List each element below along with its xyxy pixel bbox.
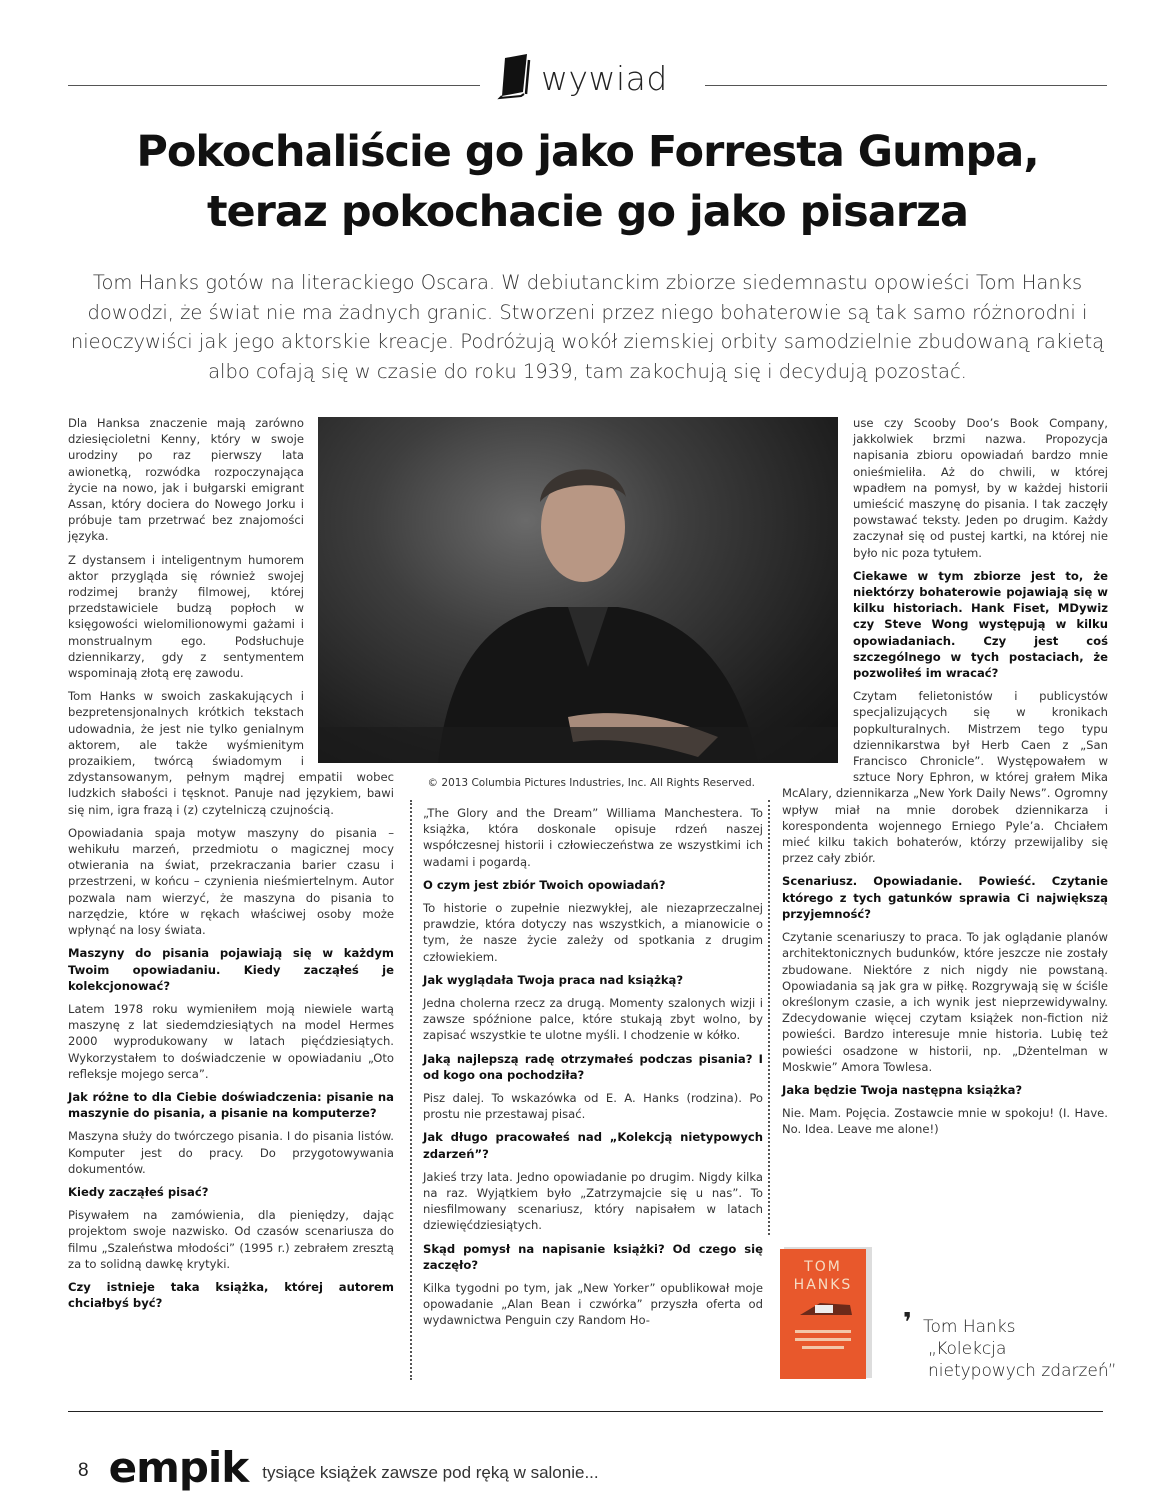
body-paragraph: Jakieś trzy lata. Jedno opowiadanie po drugim. Nigdy kilka na raz. Wyjątkiem było „Zatrzymajcie się u nas”. To niesfilmowany scenariusz, który napisałem w latach dziewięćdziesiątych. xyxy=(423,1169,763,1233)
body-paragraph: Opowiadania spaja motyw maszyny do pisania – wehikułu marzeń, przedmiotu o magicznej mocy otwierania na świat, przekraczania barier czasu i przestrzeni, w końcu – czynienia nieśmiertelnym. Autor pozwala nam wierzyć, że maszyna do pisania to narzędzie, które w rękach właściwej osoby może wpłynąć na losy świata. xyxy=(68,825,394,938)
article-column-2 xyxy=(423,805,763,1336)
interview-question: Kiedy zacząłeś pisać? xyxy=(68,1184,209,1199)
interview-question: Ciekawe w tym zbiorze jest to, że niektórzy bohaterowie pojawiają się w kilku historiach. Hank Fiset, MDywiz czy Steve Wong występują w kilku opowiadaniach. Czy jest coś szczególnego w tych postaciach, że pozwoliłeś im wracać? xyxy=(853,568,1108,681)
footer-tagline: tysiące książek zawsze pod ręką w salonie... xyxy=(262,1463,599,1482)
book-author: TOM xyxy=(804,1259,842,1275)
quote-title: nietypowych zdarzeń” xyxy=(928,1361,1117,1381)
interview-question: Jaką najlepszą radę otrzymałeś podczas pisania? I od kogo ona pochodziła? xyxy=(423,1051,763,1082)
page-number: 8 xyxy=(78,1460,89,1481)
section-title: wywiad xyxy=(541,58,668,98)
header-rule-right xyxy=(705,85,1107,86)
quote-mark-icon: ❜ xyxy=(903,1308,913,1338)
quote-title: „Kolekcja xyxy=(928,1339,1007,1359)
body-paragraph: Jedna cholerna rzecz za drugą. Momenty szalonych wizji i zawsze spóźnione palce, które stukają zbyt wolno, by zapisać wszystkie te ulotne myśli. I chodzenie w kółko. xyxy=(423,996,763,1043)
interview-question: Scenariusz. Opowiadanie. Powieść. Czytanie którego z tych gatunków sprawia Ci największą przyjemność? xyxy=(782,874,1108,921)
body-paragraph: Dla Hanksa znaczenie mają zarówno dziesięcioletni Kenny, który w swoje urodziny po raz pierwszy lata awionetką, rozwódka rozpoczynająca życie na nowo, jak i bułgarski emigrant Assan, który dociera do Nowego Jorku i próbuje tam przetrwać bez znajomości języka. xyxy=(68,416,304,544)
body-paragraph: „The Glory and the Dream” Williama Manchestera. To książka, która doskonale opisuje rdzeń naszej współczesnej historii i człowieczeństwa ze wszystkimi ich wadami i pogardą. xyxy=(423,806,763,869)
interview-question: Jak wyglądała Twoja praca nad książką? xyxy=(423,972,684,987)
column-divider xyxy=(410,800,412,1380)
body-paragraph: To historie o zupełnie niezwykłej, ale niezaprzeczalnej prawdzie, która dotyczy nas wszystkich, a mianowicie o tym, że nasze życie zależy od spotkania z drugim człowiekiem. xyxy=(423,901,763,964)
body-paragraph: Tom Hanks w swoich zaskakujących i bezpretensjonalnych krótkich tekstach udowadnia, że jest nie tylko genialnym aktorem, ale także wyśmienitym prozaikiem, twórcą świadomym i zdystansowanym, pełnym mądrej empatii wobec ludzkich słabości i tęsknot. Panuje nad językiem, bawi się nim, igra frazą i (z) czytelniczą czujnością. xyxy=(68,689,394,817)
quote-author: Tom Hanks xyxy=(923,1317,1016,1337)
interview-question: Maszyny do pisania pojawiają się w każdym Twoim opowiadaniu. Kiedy zacząłeś je kolekcjonować? xyxy=(68,946,394,993)
book-author: HANKS xyxy=(793,1277,853,1293)
section-label xyxy=(497,48,668,108)
body-paragraph: Pisz dalej. To wskazówka od E. A. Hanks (rodzina). Po prostu nie przestawaj pisać. xyxy=(423,1091,763,1122)
body-paragraph: Maszyna służy do twórczego pisania. I do pisania listów. Komputer jest do pracy. Do przygotowywania dokumentów. xyxy=(68,1129,394,1176)
headline-line: Pokochaliście go jako Forresta Gumpa, xyxy=(136,127,1039,177)
footer xyxy=(78,1440,599,1490)
empik-logo: empik xyxy=(108,1443,249,1492)
interview-question: O czym jest zbiór Twoich opowiadań? xyxy=(423,877,666,892)
body-paragraph: use czy Scooby Doo’s Book Company, jakkolwiek brzmi nazwa. Propozycja napisania zbioru opowiadań bardzo mnie onieśmieliła. Aż do chwili, w której wpadłem na pomysł, by w każdej historii umieścić maszynę do pisania. I tak zaczęły powstawać teksty. Jeden po drugim. Każdy zaczynał się od pustej kartki, na której nie było nic poza tytułem. xyxy=(853,416,1108,560)
headline xyxy=(40,122,1135,242)
body-paragraph: Z dystansem i inteligentnym humorem aktor przygląda się również swojej rodzimej branży filmowej, której przedstawiciele budzą popłoch w księgowości wielomilionowymi gażami i monstrualnym ego. Podsłuchuje dziennikarzy, gdy z sentymentem wspominają złotą erę zawodu. xyxy=(68,552,304,681)
body-paragraph: Nie. Mam. Pojęcia. Zostawcie mnie w spokoju! (I. Have. No. Idea. Leave me alone!) xyxy=(782,1106,1108,1137)
header-rule-left xyxy=(68,85,480,86)
photo-caption: © 2013 Columbia Pictures Industries, Inc. All Rights Reserved. xyxy=(427,777,755,789)
interview-question: Jak długo pracowałeś nad „Kolekcją nietypowych zdarzeń”? xyxy=(423,1130,763,1161)
column-divider xyxy=(768,800,770,1235)
body-paragraph: Kilka tygodni po tym, jak „New Yorker” opublikował moje opowadanie „Alan Bean i czwórka” przyszła oferta od wydawnictwa Penguin czy Random Ho- xyxy=(423,1281,763,1328)
tom-hanks-photo xyxy=(318,417,838,763)
book-quote xyxy=(903,1308,1117,1382)
headline-line: teraz pokochacie go jako pisarza xyxy=(206,187,969,237)
body-paragraph: Latem 1978 roku wymieniłem moją niewiele wartą maszynę z lat siedemdziesiątych na model Hermes 2000 wyprodukowany w latach pięćdziesiątych. Wykorzystałem to doświadczenie w opowiadaniu „Oto refleksje mojego serca”. xyxy=(68,1001,394,1081)
footer-rule xyxy=(68,1411,1103,1412)
body-paragraph: Czytam felietonistów i publicystów specjalizujących się w kronikach popkulturalnych. Mistrzem tego typu dziennikarstwa był Herb Caen z „San Francisco Chronicle”. Występowałem w sztuce Nory Ephron, w której grałem Mika McAlary, dziennikarza „New York Daily News”. Ogromny wpływ miał na mnie dorobek dziennikarza i korespondenta wojennego Erniego Pyle’a. Chciałem mieć kilku takich bohaterów, którzy przewijaliby się przez cały zbiór. xyxy=(782,689,1108,866)
lead-paragraph: Tom Hanks gotów na literackiego Oscara. W debiutanckim zbiorze siedemnastu opowieści Tom Hanks dowodzi, że świat nie ma żadnych granic. Stworzeni przez niego bohaterowie są tak samo różnorodni i nieoczywiści jak jego aktorskie kreacje. Podróżują wokół ziemskiej orbity samodzielnie zbudowaną rakietą albo cofają się w czasie do roku 1939, tam zakochują się i decydują pozostać. xyxy=(70,271,1105,383)
book-icon xyxy=(497,52,533,105)
interview-question: Jaka będzie Twoja następna książka? xyxy=(782,1082,1023,1097)
interview-question: Skąd pomysł na napisanie książki? Od czego się zaczęło? xyxy=(423,1241,763,1272)
interview-question: Czy istnieje taka książka, której autorem chciałbyś być? xyxy=(68,1279,394,1311)
body-paragraph: Pisywałem na zamówienia, dla pieniędzy, dając projektom swoje nazwisko. Od czasów scenariusza do filmu „Szaleństwa młodości” (1995 r.) zebrałem zresztą za to solidną dawkę krytyki. xyxy=(68,1208,394,1271)
body-paragraph: Czytanie scenariuszy to praca. To jak oglądanie planów architektonicznych budunków, które jeszcze nie zostały zbudowane. Niektóre z nich nigdy nie powstaną. Opowiadania są jak gra w piłkę. Rozgrywają się w ściśle określonym czasie, a ich wynik jest nieprzewidywalny. Zdecydowanie więcej czytam książek non-fiction niż powieści. Bardzo interesuje mnie historia. Lubię też powieści osadzone w historii, np. „Dżentelman w Moskwie” Amora Towlesa. xyxy=(782,930,1108,1074)
interview-question: Jak różne to dla Ciebie doświadczenia: pisanie na maszynie do pisania, a pisanie na komputerze? xyxy=(68,1089,394,1121)
book-cover[interactable] xyxy=(780,1245,874,1380)
